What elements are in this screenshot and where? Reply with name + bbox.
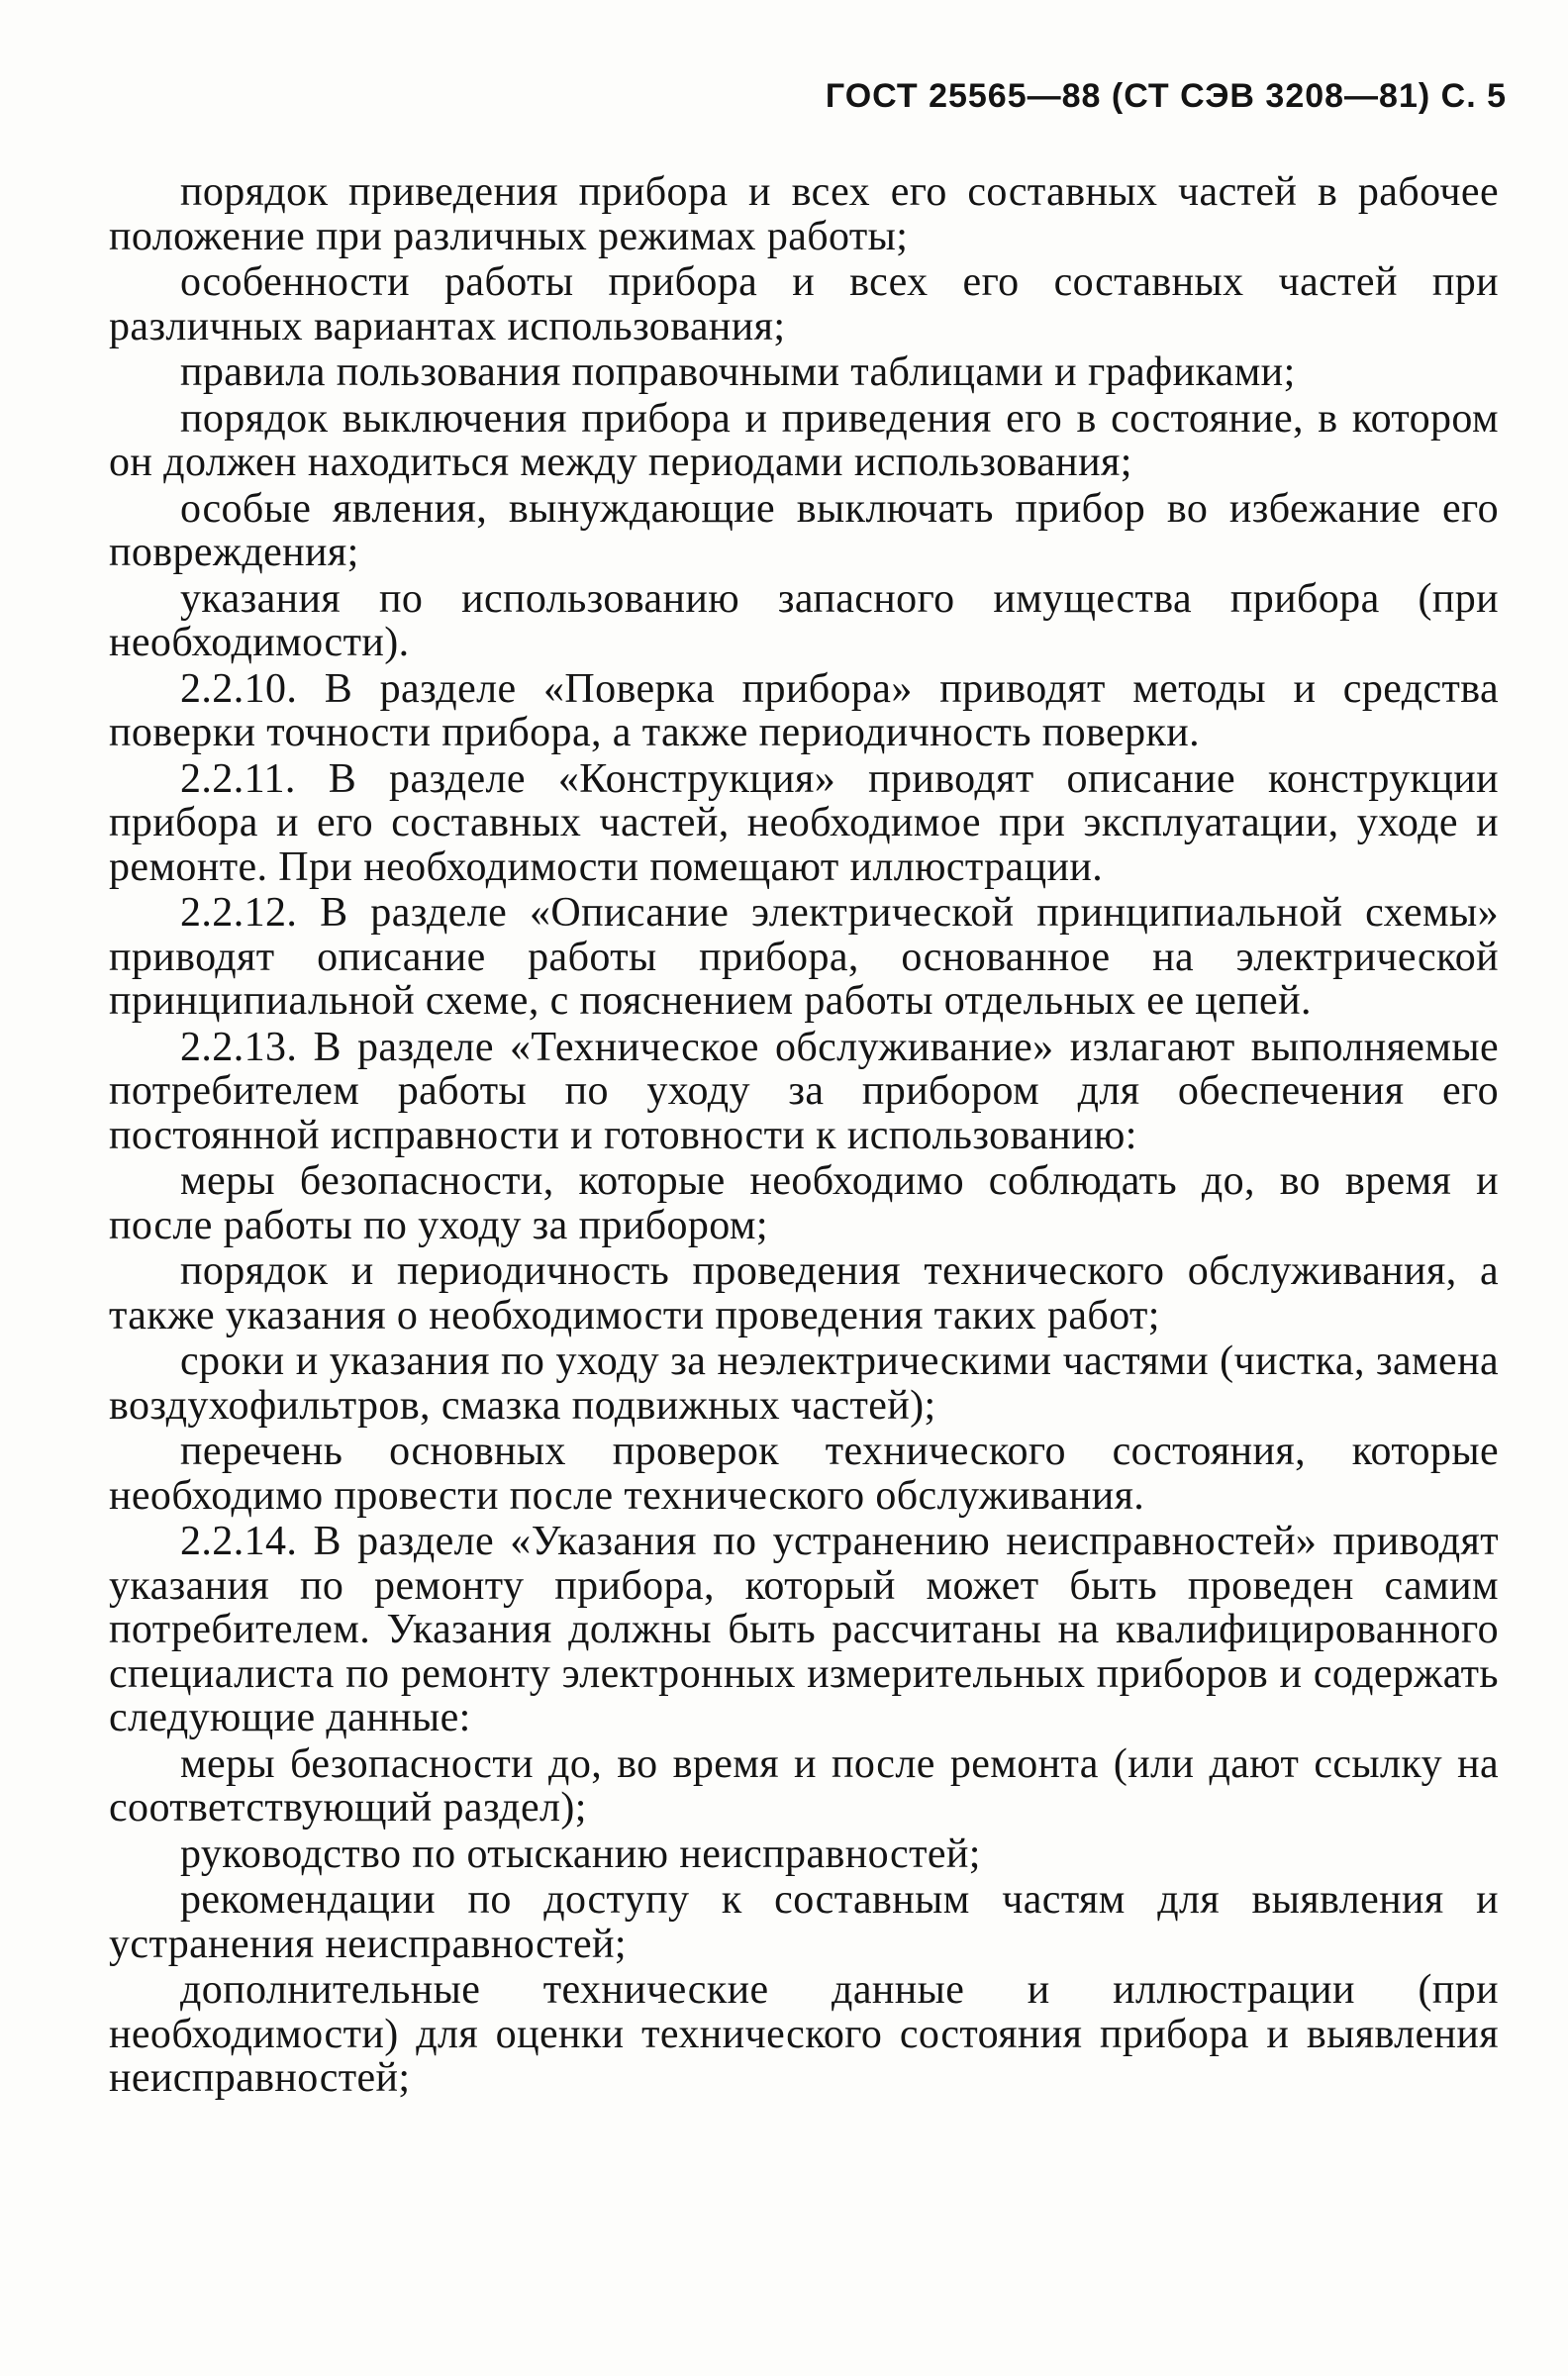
paragraph: меры безопасности до, во время и после ремонта (или дают ссылку на соответствующий раздел);	[109, 1740, 1499, 1831]
section-2-2-13: 2.2.13. В разделе «Техническое обслуживание» излагают выполняемые потребителем работы по уходу за прибором для обеспечения его постоянной исправности и готовности к использованию:	[109, 1024, 1499, 1158]
paragraph: порядок выключения прибора и приведения его в состояние, в котором он должен находиться между периодами использования;	[109, 395, 1499, 485]
paragraph: перечень основных проверок технического состояния, которые необходимо провести после технического обслуживания.	[109, 1429, 1499, 1519]
running-header: ГОСТ 25565—88 (СТ СЭВ 3208—81) С. 5	[825, 77, 1507, 115]
paragraph: правила пользования поправочными таблицами и графиками;	[180, 349, 1296, 395]
section-2-2-12: 2.2.12. В разделе «Описание электрической принципиальной схемы» приводят описание работы прибора, основанное на электрической принципиальной схеме, с пояснением работы отдельных ее цепей.	[109, 890, 1499, 1024]
paragraph: дополнительные технические данные и иллюстрации (при необходимости) для оценки технического состояния прибора и выявления неисправностей;	[109, 1967, 1499, 2101]
paragraph: указания по использованию запасного имущества прибора (при необходимости).	[109, 575, 1499, 665]
section-2-2-11: 2.2.11. В разделе «Конструкция» приводят описание конструкции прибора и его составных частей, необходимое при эксплуатации, уходе и ремонте. При необходимости помещают иллюстрации.	[109, 755, 1499, 890]
section-2-2-14: 2.2.14. В разделе «Указания по устранению неисправностей» приводят указания по ремонту прибора, который может быть проведен самим потребителем. Указания должны быть рассчитаны на квалифицированного специалиста по ремонту электронных измерительных приборов и содержать следующие данные:	[109, 1519, 1499, 1740]
paragraph: порядок и периодичность проведения технического обслуживания, а также указания о необходимости проведения таких работ;	[109, 1248, 1499, 1338]
paragraph: особенности работы прибора и всех его составных частей при различных вариантах использования;	[109, 259, 1499, 349]
section-2-2-10: 2.2.10. В разделе «Поверка прибора» приводят методы и средства поверки точности прибора, а также периодичность поверки.	[109, 665, 1499, 755]
paragraph: меры безопасности, которые необходимо соблюдать до, во время и после работы по уходу за прибором;	[109, 1158, 1499, 1248]
paragraph: рекомендации по доступу к составным частям для выявления и устранения неисправностей;	[109, 1877, 1499, 1967]
paragraph: руководство по отысканию неисправностей;	[180, 1831, 981, 1877]
paragraph: особые явления, вынуждающие выключать прибор во избежание его повреждения;	[109, 485, 1499, 575]
body-text	[109, 170, 1499, 2103]
paragraph: порядок приведения прибора и всех его составных частей в рабочее положение при различных режимах работы;	[109, 169, 1499, 259]
paragraph: сроки и указания по уходу за неэлектрическими частями (чистка, замена воздухофильтров, смазка подвижных частей);	[109, 1338, 1499, 1429]
